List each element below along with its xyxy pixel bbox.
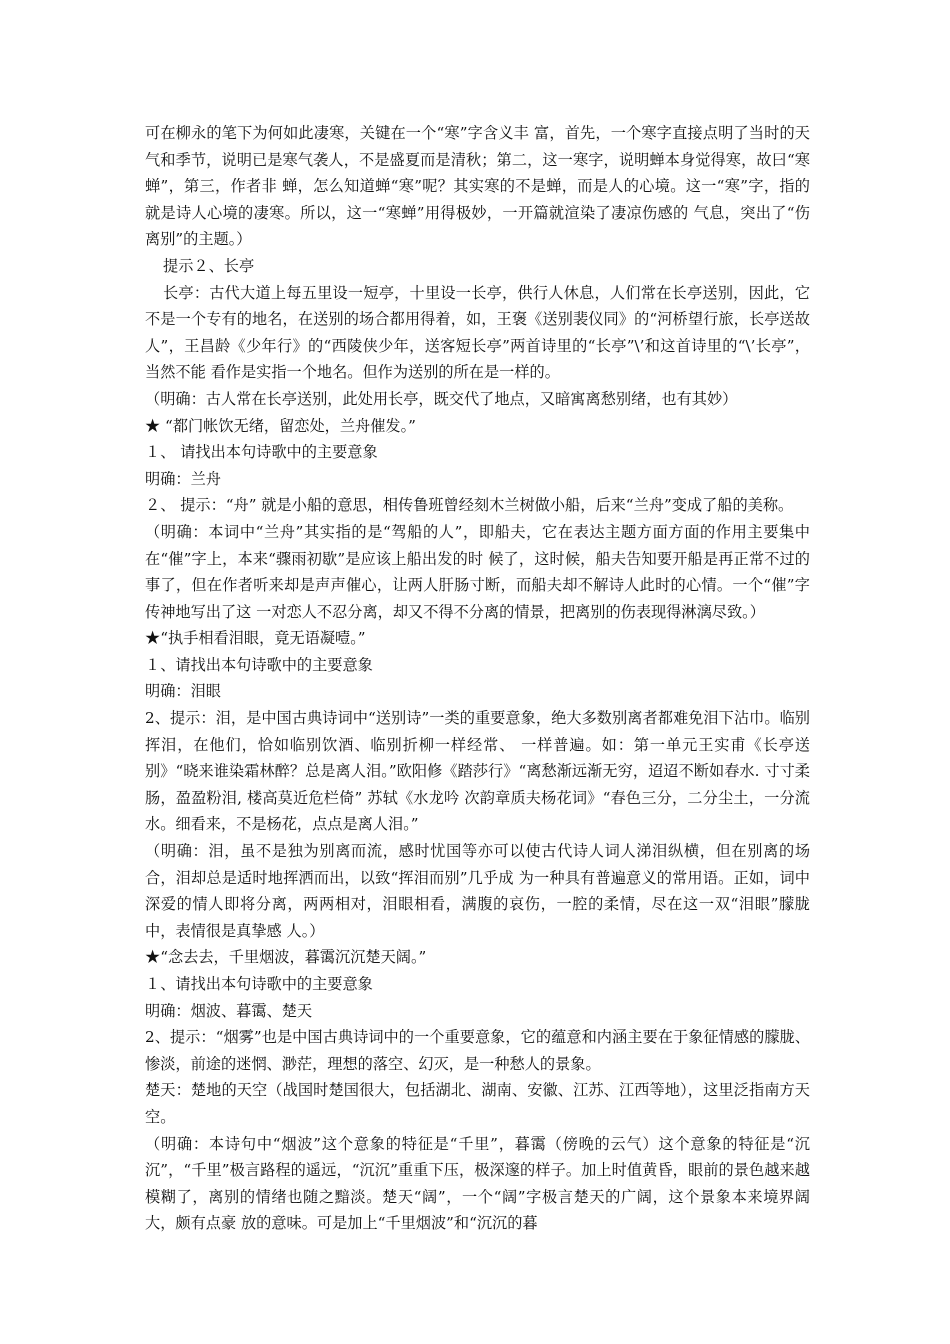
paragraph-answer-leiyan: 明确：泪眼 — [145, 682, 221, 701]
paragraph-changting-answer: （明确：古人常在长亭送别，此处用长亭，既交代了地点，又暗寓离愁别绪，也有其妙） — [145, 389, 738, 408]
paragraph-verse-yanbo: ★“念去去，千里烟波，暮霭沉沉楚天阔。” — [145, 948, 427, 967]
paragraph-answer-lanzhou: 明确：兰舟 — [145, 469, 221, 488]
paragraph-lanzhou-explanation: （明确：本词中“兰舟”其实指的是“驾船的人”，即船夫，它在表达主题方面方面的作用主要集中在“催”字上，本来“骤雨初歇”是应该上船出发的时 候了，这时候，船夫告知要开船是再正常不过的事了，但在作者听来却是声声催心，让两人肝肠寸断，而船夫却不解诗人此时的心情。一个“催”字传神地写出了这 一对恋人不忍分离，却又不得不分离的情景，把离别的伤表现得淋漓尽致。） — [145, 522, 810, 621]
document-body — [145, 120, 810, 1237]
paragraph-question-1-yanbo: １、请找出本句诗歌中的主要意象 — [145, 975, 373, 993]
paragraph-answer-yanbo: 明确：烟波、暮霭、楚天 — [145, 1001, 313, 1020]
paragraph-verse-lanzhou: ★ “都门帐饮无绪，留恋处，兰舟催发。” — [145, 416, 416, 435]
paragraph-question-1-lanzhou: １、 请找出本句诗歌中的主要意象 — [145, 443, 378, 462]
paragraph-verse-leiyan: ★“执手相看泪眼，竟无语凝噎。” — [145, 629, 366, 648]
paragraph-question-1-leiyan: １、请找出本句诗歌中的主要意象 — [145, 655, 373, 674]
paragraph-chutian-definition: 楚天：楚地的天空（战国时楚国很大，包括湖北、湖南、安徽、江苏、江西等地），这里泛指南方天空。 — [145, 1081, 810, 1126]
paragraph-tears-explanation: （明确：泪，虽不是独为别离而流，感时忧国等亦可以使古代诗人词人涕泪纵横，但在别离的场合，泪却总是适时地挥洒而出，以致“挥泪而别”几乎成 为一种具有普遍意义的常用语。正如，词中深爱的情人即将分离，两两相对，泪眼相看，满腹的哀伤，一腔的柔情，尽在这一双“泪眼”朦胧中，表情很是真挚感 人。） — [145, 842, 810, 940]
paragraph-changting-explanation: 长亭：古代大道上每五里设一短亭，十里设一长亭，供行人休息，人们常在长亭送别，因此，它不是一个专有的地名，在送别的场合都用得着，如，王褒《送别裴仪同》的“河桥望行旅，长亭送故人”，王昌龄《少年行》的“西陵侠少年，送客短长亭”两首诗里的“长亭”\’和这首诗里的“\’长亭”，当然不能 看作是实指一个地名。但作为送别的所在是一样的。 — [145, 283, 810, 382]
paragraph-hint-2-heading: 提示２、长亭 — [163, 256, 255, 275]
paragraph-yanbo-explanation: （明确：本诗句中“烟波”这个意象的特征是“千里”，暮霭（傍晚的云气）这个意象的特征是“沉沉”，“千里”极言路程的遥远，“沉沉”重重下压，极深邃的样子。加上时值黄昏，眼前的景色越来越模糊了，离别的情绪也随之黯淡。楚天“阔”，一个“阔”字极言楚天的广阔，这个景象本来境界阔大，颇有点豪 放的意味。可是加上“千里烟波”和“沉沉的暮 — [145, 1134, 810, 1233]
paragraph-hint-tears: 2、提示：泪，是中国古典诗词中“送别诗”一类的重要意象，绝大多数别离者都难免泪下沾巾。临别挥泪，在他们，恰如临别饮酒、临别折柳一样经常、 一样普遍。如：第一单元王实甫《长亭送别》“晓来谁染霜林醉？总是离人泪。”欧阳修《踏莎行》“离愁渐远渐无穷，迢迢不断如春水. 寸寸柔肠，盈盈粉泪, 楼高莫近危栏倚” 苏轼《水龙吟 次韵章质夫杨花词》“春色三分，二分尘土，一分流水。细看来，不是杨花，点点是离人泪。” — [145, 709, 810, 834]
paragraph-cold-cicada-explanation: 可在柳永的笔下为何如此凄寒，关键在一个“寒”字含义丰 富，首先，一个寒字直接点明了当时的天气和季节，说明已是寒气袭人，不是盛夏而是清秋；第二，这一寒字，说明蝉本身觉得寒，故曰“寒蝉”，第三，作者非 蝉，怎么知道蝉“寒”呢？其实寒的不是蝉，而是人的心境。这一“寒”字，指的就是诗人心境的凄寒。所以，这一“寒蝉”用得极妙，一开篇就渲染了凄凉伤感的 气息，突出了“伤离别”的主题。） — [145, 124, 810, 249]
paragraph-hint-yanwu: 2、提示：“烟雾”也是中国古典诗词中的一个重要意象，它的蕴意和内涵主要在于象征情感的朦胧、惨淡，前途的迷惘、渺茫，理想的落空、幻灭，是一种愁人的景象。 — [145, 1028, 810, 1073]
paragraph-hint-zhou: ２、 提示：“舟” 就是小船的意思，相传鲁班曾经刻木兰树做小船，后来“兰舟”变成了船的美称。 — [145, 496, 794, 515]
